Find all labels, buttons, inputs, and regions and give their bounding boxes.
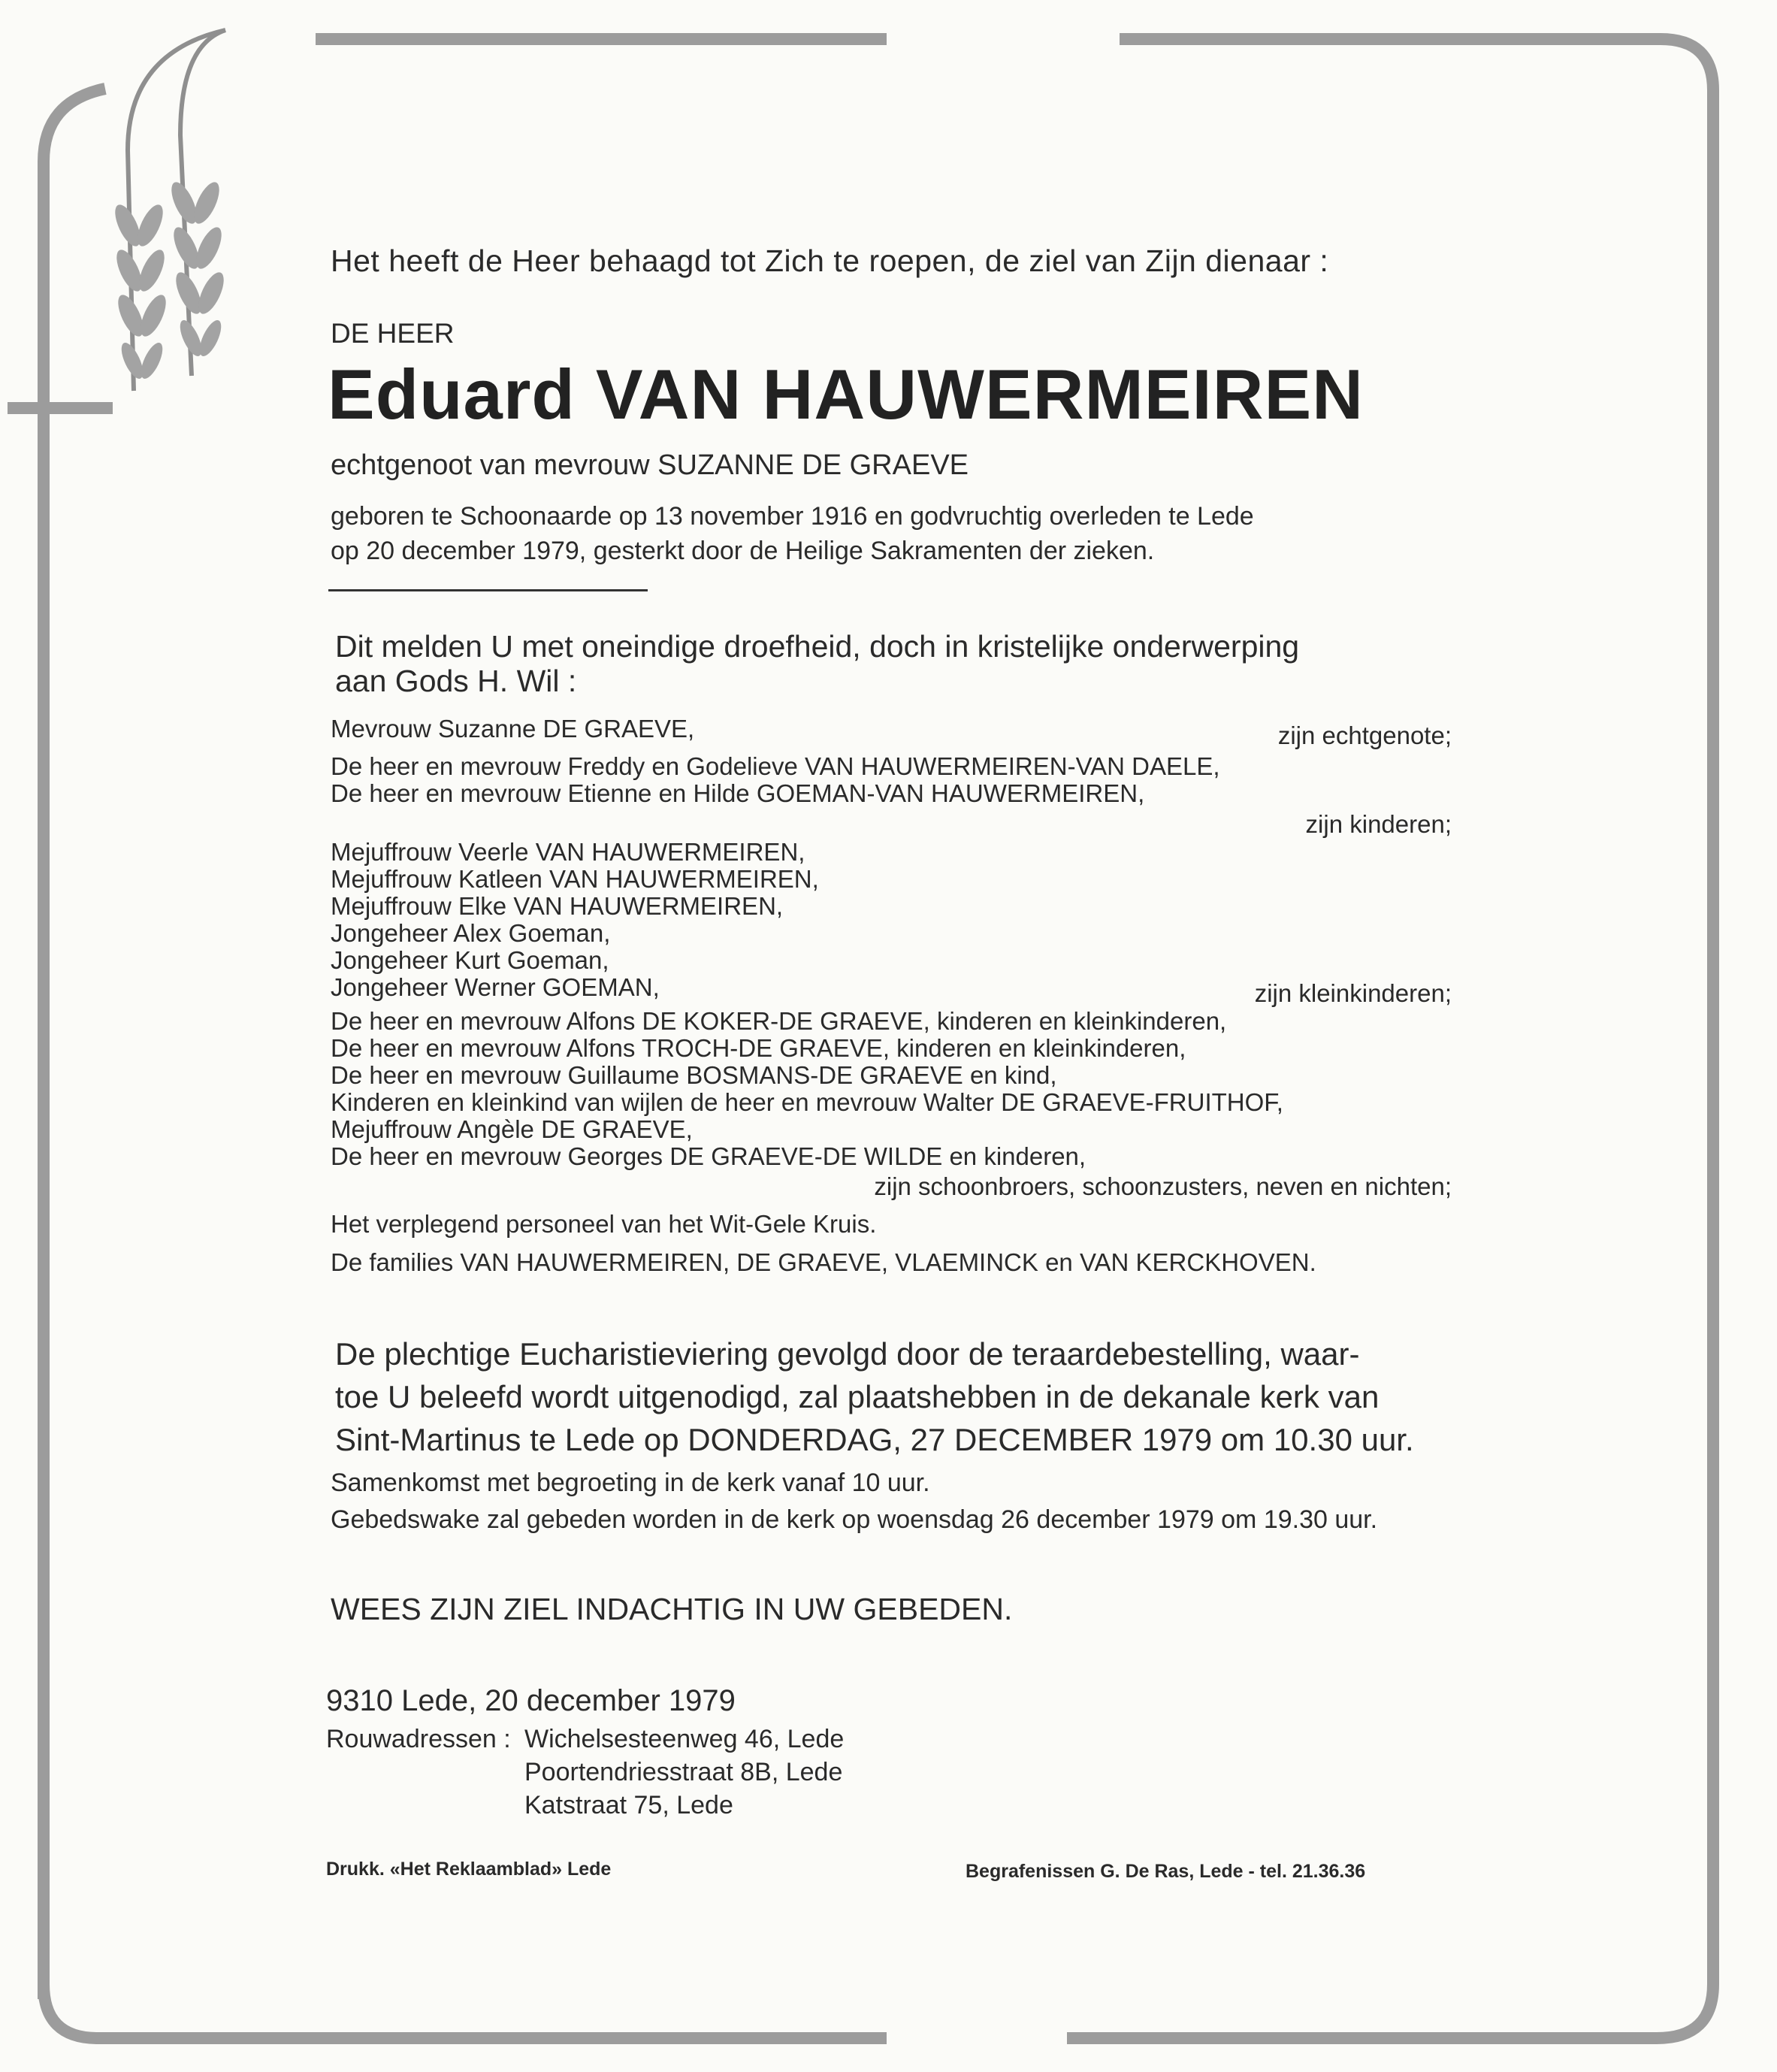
address-line: Katstraat 75, Lede — [524, 1791, 733, 1819]
family-line: Mejuffrouw Veerle VAN HAUWERMEIREN, — [331, 838, 805, 866]
title-prefix: DE HEER — [331, 318, 455, 349]
family-line: Jongeheer Kurt Goeman, — [331, 946, 609, 974]
addresses-label: Rouwadressen : — [326, 1725, 511, 1753]
separator-line — [328, 589, 648, 591]
family-line: De families VAN HAUWERMEIREN, DE GRAEVE, VLAEMINCK en VAN KERCKHOVEN. — [331, 1248, 1316, 1276]
relation-spouse: zijn echtgenote; — [1277, 721, 1452, 749]
family-line: Mevrouw Suzanne DE GRAEVE, — [331, 715, 695, 743]
address-line: Wichelsesteenweg 46, Lede — [524, 1725, 845, 1753]
address-line: Poortendriesstraat 8B, Lede — [524, 1758, 843, 1786]
family-line: Jongeheer Alex Goeman, — [331, 919, 611, 947]
birth-death-line-1: geboren te Schoonaarde op 13 november 1916 en godvruchtig overleden te Lede — [331, 502, 1254, 531]
family-line: Mejuffrouw Elke VAN HAUWERMEIREN, — [331, 892, 784, 920]
mass-line-3: Sint-Martinus te Lede op DONDERDAG, 27 DECEMBER 1979 om 10.30 uur. — [335, 1422, 1414, 1457]
undertaker-credit: Begrafenissen G. De Ras, Lede - tel. 21.36.36 — [966, 1861, 1366, 1882]
spouse-line: echtgenoot van mevrouw SUZANNE DE GRAEVE — [331, 449, 969, 481]
family-line: Kinderen en kleinkind van wijlen de heer en mevrouw Walter DE GRAEVE-FRUITHOF, — [331, 1088, 1283, 1116]
place-date: 9310 Lede, 20 december 1979 — [326, 1684, 736, 1717]
relation-grandchildren: zijn kleinkinderen; — [1254, 979, 1452, 1007]
relation-children: zijn kinderen; — [1305, 810, 1452, 838]
mass-line-2: toe U beleefd wordt uitgenodigd, zal plaatshebben in de dekanale kerk van — [335, 1379, 1380, 1414]
family-line: De heer en mevrouw Georges DE GRAEVE-DE WILDE en kinderen, — [331, 1142, 1086, 1170]
family-line: Het verplegend personeel van het Wit-Gele Kruis. — [331, 1210, 877, 1238]
announcement-line-2: aan Gods H. Wil : — [335, 664, 577, 698]
family-line: Mejuffrouw Katleen VAN HAUWERMEIREN, — [331, 865, 819, 893]
family-line: De heer en mevrouw Guillaume BOSMANS-DE GRAEVE en kind, — [331, 1061, 1057, 1089]
family-line: De heer en mevrouw Alfons TROCH-DE GRAEVE, kinderen en kleinkinderen, — [331, 1034, 1186, 1062]
family-line: De heer en mevrouw Alfons DE KOKER-DE GRAEVE, kinderen en kleinkinderen, — [331, 1007, 1227, 1035]
family-line: Mejuffrouw Angèle DE GRAEVE, — [331, 1115, 693, 1143]
family-line: Jongeheer Werner GOEMAN, — [331, 973, 660, 1001]
deceased-name: Eduard VAN HAUWERMEIREN — [328, 355, 1364, 434]
announcement-line-1: Dit melden U met oneindige droefheid, doch in kristelijke onderwerping — [335, 629, 1300, 664]
intro-text: Het heeft de Heer behaagd tot Zich te roepen, de ziel van Zijn dienaar : — [331, 243, 1329, 278]
remember-line: WEES ZIJN ZIEL INDACHTIG IN UW GEBEDEN. — [331, 1592, 1013, 1626]
gathering-line-1: Samenkomst met begroeting in de kerk vanaf 10 uur. — [331, 1469, 930, 1497]
family-line: De heer en mevrouw Etienne en Hilde GOEMAN-VAN HAUWERMEIREN, — [331, 779, 1145, 807]
relation-in-laws: zijn schoonbroers, schoonzusters, neven en nichten; — [874, 1172, 1452, 1200]
family-line: De heer en mevrouw Freddy en Godelieve VAN HAUWERMEIREN-VAN DAELE, — [331, 752, 1220, 780]
printer-credit: Drukk. «Het Reklaamblad» Lede — [326, 1859, 612, 1880]
mass-line-1: De plechtige Eucharistieviering gevolgd door de teraardebestelling, waar- — [335, 1336, 1360, 1372]
gathering-line-2: Gebedswake zal gebeden worden in de kerk op woensdag 26 december 1979 om 19.30 uur. — [331, 1505, 1378, 1534]
birth-death-line-2: op 20 december 1979, gesterkt door de Heilige Sakramenten der zieken. — [331, 537, 1155, 565]
